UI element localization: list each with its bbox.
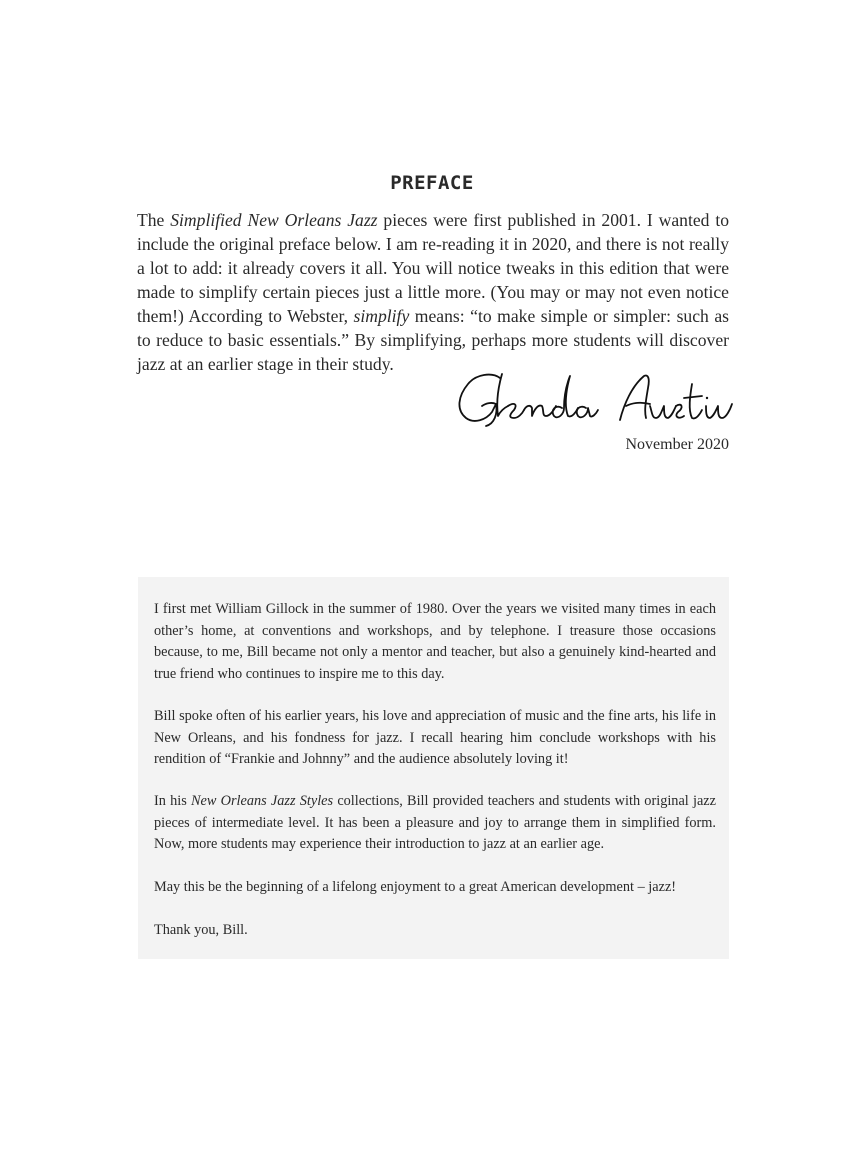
preface-paragraph — [137, 208, 729, 376]
original-preface-paragraph-1: I first met William Gillock in the summer of 1980. Over the years we visited many times in each other’s home, at conventions and workshops, and by telephone. I treasure those occasions because, to me, Bill became not only a mentor and teacher, but also a genuinely kind-hearted and true friend who continues to inspire me to this day. — [154, 601, 716, 682]
signature — [452, 366, 742, 430]
paragraph-3-text-2: collections, Bill provided teachers and students with original jazz pieces of intermediate level. It has been a pleasure and joy to arrange them in simplified form. Now, more students may experience their introduction to jazz at an earlier age. — [154, 793, 716, 852]
page-title: PREFACE — [390, 172, 474, 194]
book-title-new-orleans-jazz-styles: New Orleans Jazz Styles — [191, 793, 334, 809]
preface-text-3: means: “to make simple or simpler: such as to reduce to basic essentials.” By simplifying, perhaps more students will discover jazz at an earlier stage in their study. — [137, 306, 729, 374]
signature-date: November 2020 — [625, 436, 729, 453]
original-preface-paragraph-3 — [154, 791, 716, 856]
original-preface-closing: Thank you, Bill. — [154, 922, 248, 938]
preface-text-1: The — [137, 210, 171, 230]
paragraph-3-text-1: In his — [154, 793, 192, 809]
original-preface-paragraph-2: Bill spoke often of his earlier years, his love and appreciation of music and the fine arts, his life in New Orleans, and his fondness for jazz. I recall hearing him conclude workshops with his rendition of “Frankie and Johnny” and the audience absolutely loving it! — [154, 708, 716, 767]
preface-book-title: Simplified New Orleans Jazz — [170, 210, 378, 230]
preface-simplify-word: simplify — [353, 306, 410, 326]
preface-text-2: pieces were first published in 2001. I wanted to include the original preface below. I am re-reading it in 2020, and there is not really a lot to add: it already covers it all. You will notice tweaks in this edition that were made to simplify certain pieces just a little more. (You may or may not even notice them!) According to Webster, — [137, 210, 730, 326]
original-preface-box — [138, 577, 729, 959]
original-preface-paragraph-4: May this be the beginning of a lifelong enjoyment to a great American development – jazz! — [154, 879, 677, 895]
